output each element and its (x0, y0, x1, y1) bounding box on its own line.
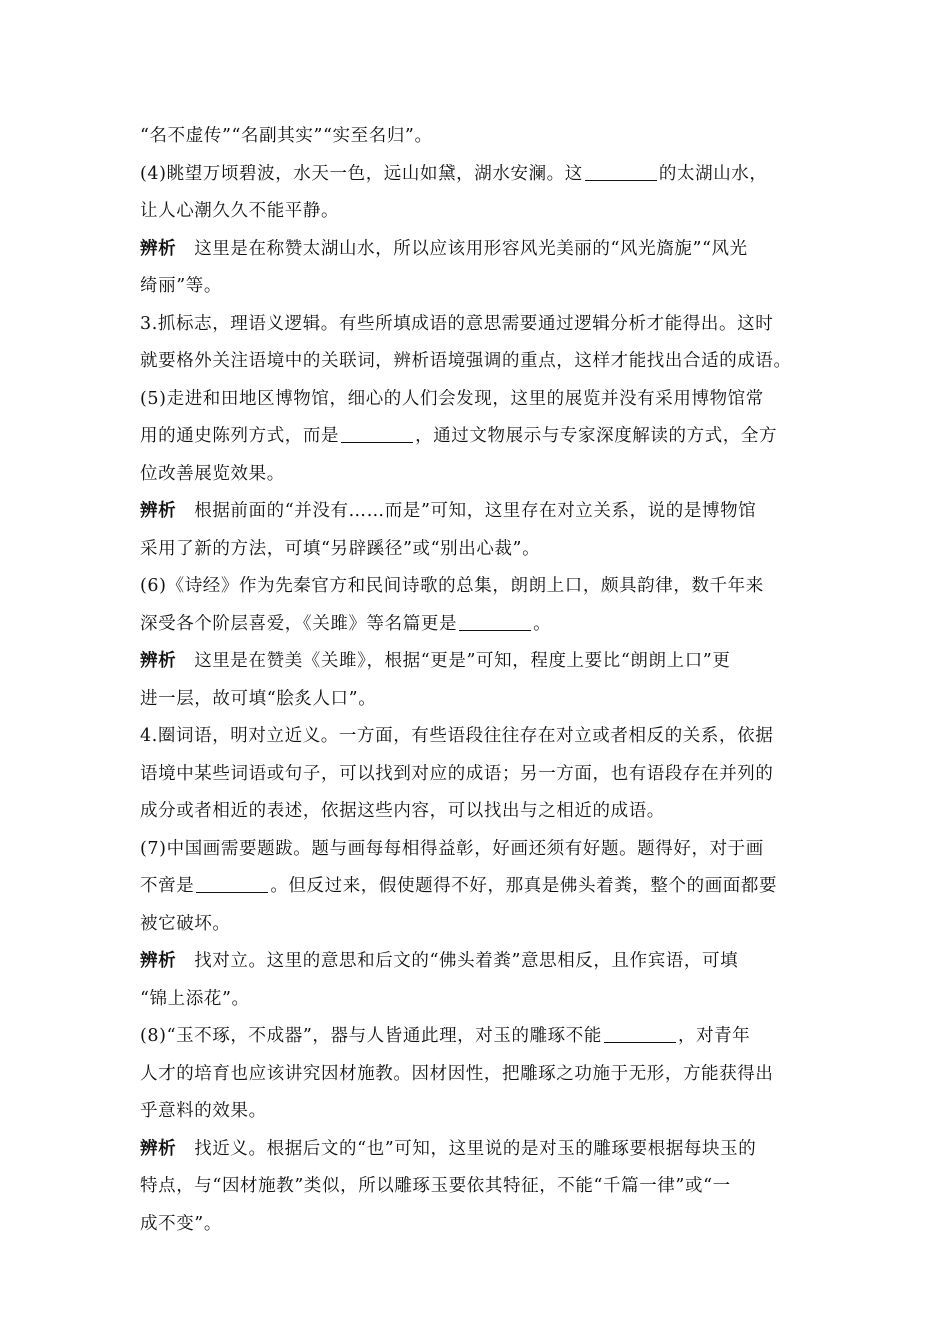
analysis-label: 辨析 (140, 651, 177, 671)
fill-blank (341, 425, 413, 444)
analysis-label: 辨析 (140, 951, 177, 971)
fill-blank (604, 1025, 676, 1044)
fill-blank (585, 162, 657, 181)
analysis-8: 辨析 找近义。根据后文的“也”可知，这里说的是对玉的雕琢要根据每块玉的 特点，与“因材施教”类似，所以雕琢玉要依其特征，不能“千篇一律”或“一 成不变”。 (140, 1138, 757, 1234)
question-7: (7)中国画需要题跋。题与画每每相得益彰，好画还须有好题。题得好，对于画 不啻是 。但反过来，假使题得不好，那真是佛头着粪，整个的画面都要 被它破坏。 (140, 838, 778, 934)
analysis-4: 辨析 这里是在称赞太湖山水，所以应该用形容风光美丽的“风光旖旎”“风光 绮丽”等。 (140, 238, 748, 296)
analysis-6: 辨析 这里是在赞美《关雎》，根据“更是”可知，程度上要比“朗朗上口”更 进一层，故可填“脍炙人口”。 (140, 651, 731, 709)
paragraph-intro-continuation: “名不虚传”“名副其实”“实至名归”。 (140, 126, 433, 146)
section-4-heading: 4.圈词语，明对立近义。一方面，有些语段往往存在对立或者相反的关系，依据 语境中某些词语或句子，可以找到对应的成语；另一方面，也有语段存在并列的 成分或者相近的表述，依据这些内容，可以找出与之相近的成语。 (140, 726, 774, 821)
document-page (140, 118, 820, 1243)
analysis-7: 辨析 找对立。这里的意思和后文的“佛头着粪”意思相反，且作宾语，可填 “锦上添花”。 (140, 951, 739, 1009)
analysis-label: 辨析 (140, 501, 177, 521)
analysis-label: 辨析 (140, 238, 177, 259)
section-3-heading: 3.抓标志，理语义逻辑。有些所填成语的意思需要通过逻辑分析才能得出。这时 就要格外关注语境中的关联词，辨析语境强调的重点，这样才能找出合适的成语。 (140, 313, 792, 371)
fill-blank (459, 612, 531, 631)
analysis-label: 辨析 (140, 1138, 177, 1159)
analysis-5: 辨析 根据前面的“并没有……而是”可知，这里存在对立关系，说的是博物馆 采用了新的方法，可填“另辟蹊径”或“别出心裁”。 (140, 501, 757, 559)
fill-blank (196, 875, 268, 894)
question-8: (8)“玉不琢，不成器”，器与人皆通此理，对玉的雕琢不能 ，对青年 人才的培育也应该讲究因材施教。因材因性，把雕琢之功施于无形，方能获得出 乎意料的效果。 (140, 1026, 774, 1121)
question-5: (5)走进和田地区博物馆，细心的人们会发现，这里的展览并没有采用博物馆常 用的通史陈列方式，而是 ，通过文物展示与专家深度解读的方式，全方 位改善展览效果。 (140, 388, 778, 484)
question-4: (4)眺望万顷碧波，水天一色，远山如黛，湖水安澜。这 的太湖山水， 让人心潮久久不能平静。 (140, 163, 768, 221)
question-6: (6)《诗经》作为先秦官方和民间诗歌的总集，朗朗上口，颇具韵律，数千年来 深受各个阶层喜爱，《关雎》等名篇更是 。 (140, 576, 764, 634)
